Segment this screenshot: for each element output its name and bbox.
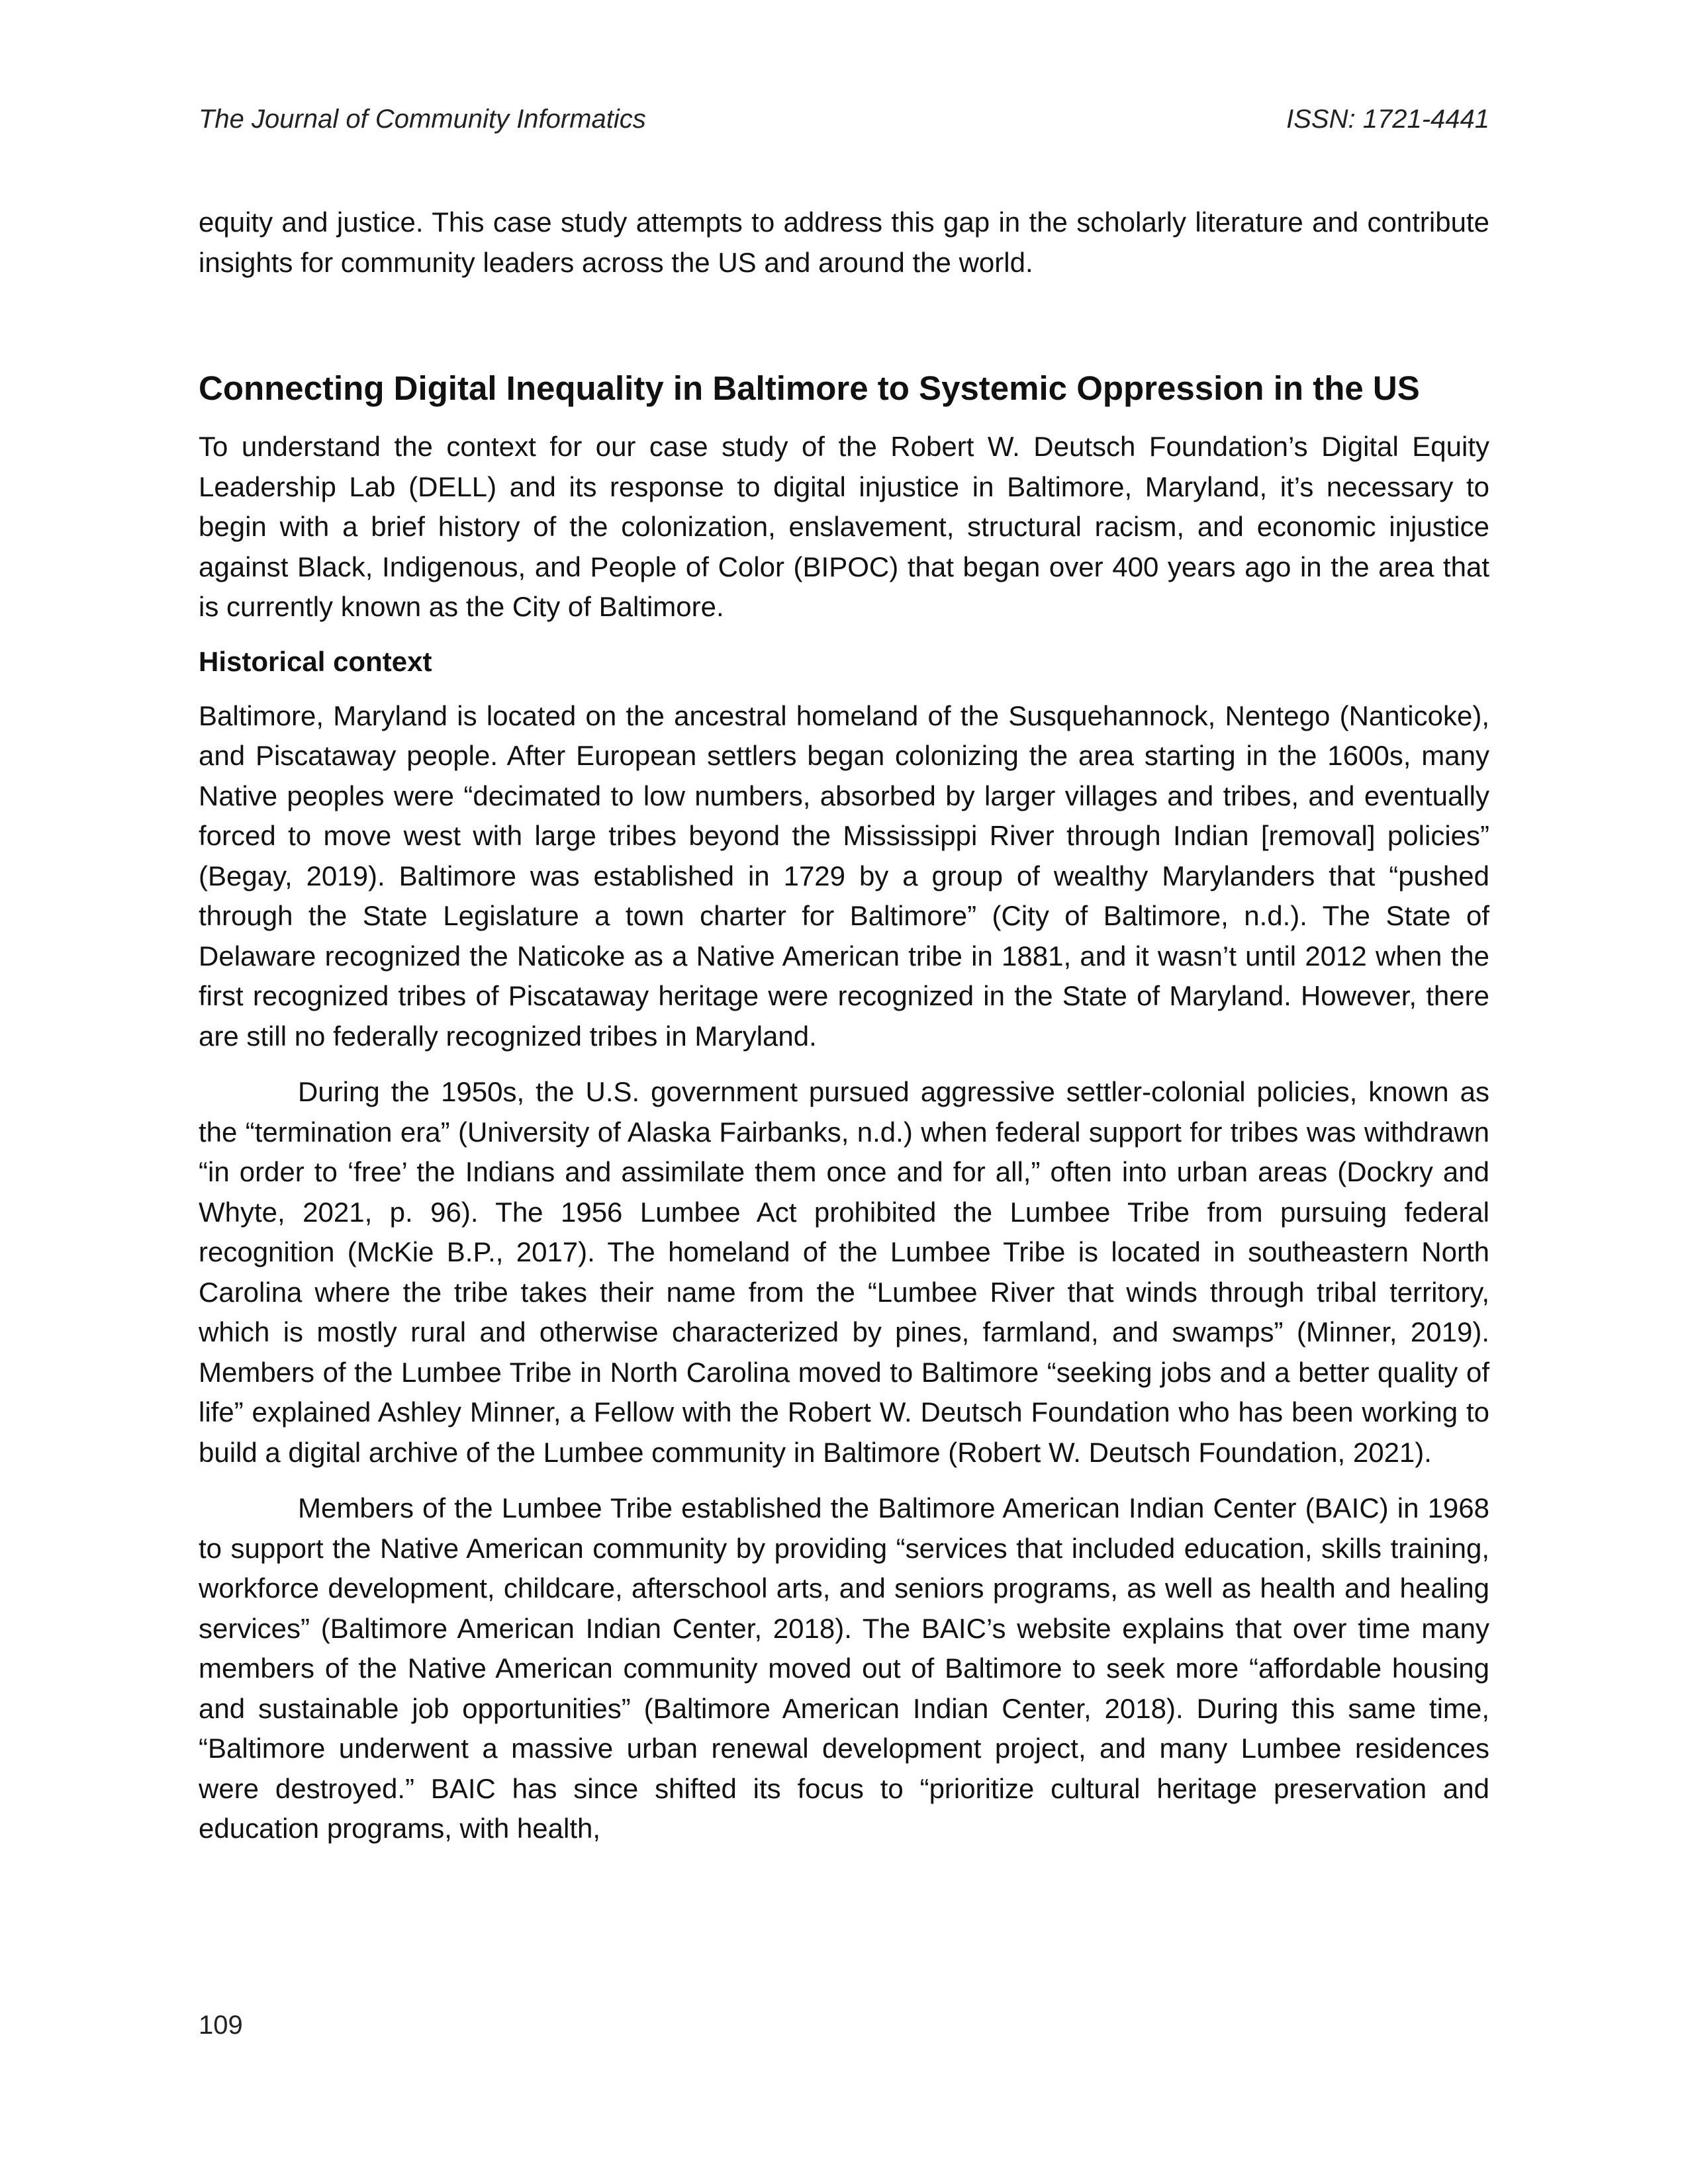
spacer <box>199 1056 1489 1072</box>
spacer <box>199 283 1489 367</box>
paragraph-historical-2: During the 1950s, the U.S. government pursued aggressive settler-colonial policies, known as the “termination era” (University of Alaska Fairbanks, n.d.) when federal support for tribes was withdrawn “in order to ‘free’ the Indians and assimilate them once and for all,” often into urban areas (Dockry and Whyte, 2021, p. 96). The 1956 Lumbee Act prohibited the Lumbee Tribe from pursuing federal recognition (McKie B.P., 2017). The homeland of the Lumbee Tribe is located in southeastern North Carolina where the tribe takes their name from the “Lumbee River that winds through tribal territory, which is mostly rural and otherwise characterized by pines, farmland, and swamps” (Minner, 2019). Members of the Lumbee Tribe in North Carolina moved to Baltimore “seeking jobs and a better quality of life” explained Ashley Minner, a Fellow with the Robert W. Deutsch Foundation who has been working to build a digital archive of the Lumbee community in Baltimore (Robert W. Deutsch Foundation, 2021). <box>199 1076 1489 1468</box>
subsection-heading: Historical context <box>199 645 432 677</box>
spacer <box>199 627 1489 643</box>
paragraph-historical-1: Baltimore, Maryland is located on the ancestral homeland of the Susquehannock, Nentego (Nanticoke), and Piscataway people. After European settlers began colonizing the area starting in the 1600s, many Native peoples were “decimated to low numbers, absorbed by larger villages and tribes, and eventually forced to move west with large tribes beyond the Mississippi River through Indian [removal] policies” (Begay, 2019). Baltimore was established in 1729 by a group of wealthy Marylanders that “pushed through the State Legislature a town charter for Baltimore” (City of Baltimore, n.d.). The State of Delaware recognized the Naticoke as a Native American tribe in 1881, and it wasn’t until 2012 when the first recognized tribes of Piscataway heritage were recognized in the State of Maryland. However, there are still no federally recognized tribes in Maryland. <box>199 700 1489 1052</box>
spacer <box>199 1473 1489 1488</box>
intro-paragraph: equity and justice. This case study attempts to address this gap in the scholarly literature and contribute insights for community leaders across the US and around the world. <box>199 206 1489 278</box>
journal-title: The Journal of Community Informatics <box>199 105 646 134</box>
issn-label: ISSN: 1721-4441 <box>1286 105 1489 134</box>
article-body <box>199 203 1489 1849</box>
section-paragraph: To understand the context for our case study of the Robert W. Deutsch Foundation’s Digital Equity Leadership Lab (DELL) and its response to digital injustice in Baltimore, Maryland, it’s necessary to begin with a brief history of the colonization, enslavement, structural racism, and economic injustice against Black, Indigenous, and People of Color (BIPOC) that began over 400 years ago in the area that is currently known as the City of Baltimore. <box>199 431 1489 622</box>
page-number: 109 <box>199 2011 243 2040</box>
section-heading: Connecting Digital Inequality in Baltimore to Systemic Oppression in the US <box>199 369 1420 407</box>
running-header <box>199 103 1489 135</box>
paragraph-historical-3: Members of the Lumbee Tribe established the Baltimore American Indian Center (BAIC) in 1968 to support the Native American community by providing “services that included education, skills training, workforce development, childcare, afterschool arts, and seniors programs, as well as health and healing services” (Baltimore American Indian Center, 2018). The BAIC’s website explains that over time many members of the Native American community moved out of Baltimore to seek more “affordable housing and sustainable job opportunities” (Baltimore American Indian Center, 2018). During this same time, “Baltimore underwent a massive urban renewal development project, and many Lumbee residences were destroyed.” BAIC has since shifted its focus to “prioritize cultural heritage preservation and education programs, with health, <box>199 1492 1489 1844</box>
